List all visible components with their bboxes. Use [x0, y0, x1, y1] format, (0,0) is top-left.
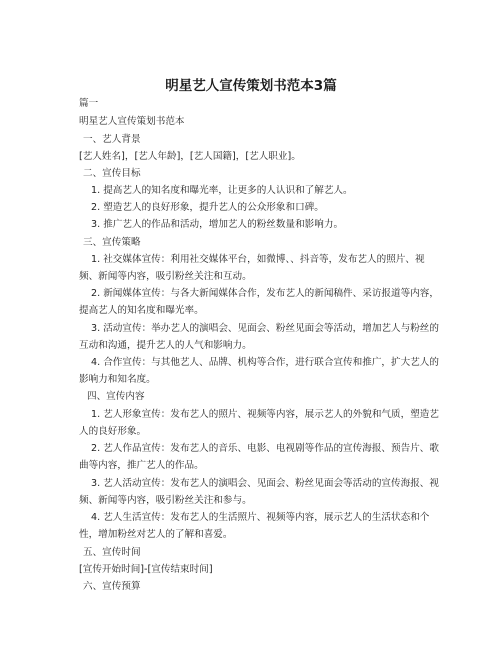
heading: 四、宣传内容	[87, 391, 145, 402]
paragraph-line: 2. 塑造艺人的良好形象，提升艺人的公众形象和口碑。	[91, 202, 324, 213]
paragraph-line: 性，增加粉丝对艺人的了解和喜爱。	[79, 529, 233, 540]
section-label: 篇一	[79, 98, 99, 109]
paragraph-line: 频、新闻等内容，吸引粉丝关注和参与。	[79, 495, 252, 506]
paragraph-line: 3. 推广艺人的作品和活动，增加艺人的粉丝数量和影响力。	[91, 219, 344, 230]
heading: 六、宣传预算	[83, 581, 141, 592]
paragraph-line: 4. 合作宣传：与其他艺人、品牌、机构等合作，进行联合宣传和推广，扩大艺人的	[91, 357, 439, 368]
paragraph-line: 1. 艺人形象宣传：发布艺人的照片、视频等内容，展示艺人的外貌和气质，塑造艺	[91, 409, 439, 420]
heading: 一、艺人背景	[83, 134, 141, 145]
heading: 二、宣传目标	[83, 168, 141, 179]
paragraph-line: 互动和沟通，提升艺人的人气和影响力。	[79, 340, 252, 351]
paragraph-line: [艺人姓名]，[艺人年龄]，[艺人国籍]，[艺人职业]。	[79, 151, 301, 162]
paragraph-line: 人的良好形象。	[79, 426, 147, 437]
paragraph-line: 2. 艺人作品宣传：发布艺人的音乐、电影、电视剧等作品的宣传海报、预告片、歌	[91, 443, 439, 454]
paragraph-line: 提高艺人的知名度和曝光率。	[79, 305, 204, 316]
paragraph-line: 4. 艺人生活宣传：发布艺人的生活照片、视频等内容，展示艺人的生活状态和个	[91, 512, 430, 523]
paragraph-line: 3. 艺人活动宣传：发布艺人的演唱会、见面会、粉丝见面会等活动的宣传海报、视	[91, 478, 439, 489]
paragraph-line: 曲等内容，推广艺人的作品。	[79, 460, 204, 471]
heading: 三、宣传策略	[83, 237, 141, 248]
paragraph-line: 2. 新闻媒体宣传：与各大新闻媒体合作，发布艺人的新闻稿件、采访报道等内容，	[91, 288, 439, 299]
subtitle: 明星艺人宣传策划书范本	[79, 116, 185, 127]
paragraph-line: 频、新闻等内容，吸引粉丝关注和互动。	[79, 271, 252, 282]
paragraph-line: 影响力和知名度。	[79, 374, 156, 385]
paragraph-line: 3. 活动宣传：举办艺人的演唱会、见面会、粉丝见面会等活动，增加艺人与粉丝的	[91, 323, 439, 334]
paragraph-line: 1. 提高艺人的知名度和曝光率，让更多的人认识和了解艺人。	[91, 185, 353, 196]
document-title: 明星艺人宣传策划书范本3篇	[165, 78, 337, 94]
paragraph-line: [宣传开始时间]-[宣传结束时间]	[79, 564, 213, 575]
heading: 五、宣传时间	[83, 547, 141, 558]
paragraph-line: 1. 社交媒体宣传：利用社交媒体平台，如微博、、抖音等，发布艺人的照片、视	[91, 254, 425, 265]
